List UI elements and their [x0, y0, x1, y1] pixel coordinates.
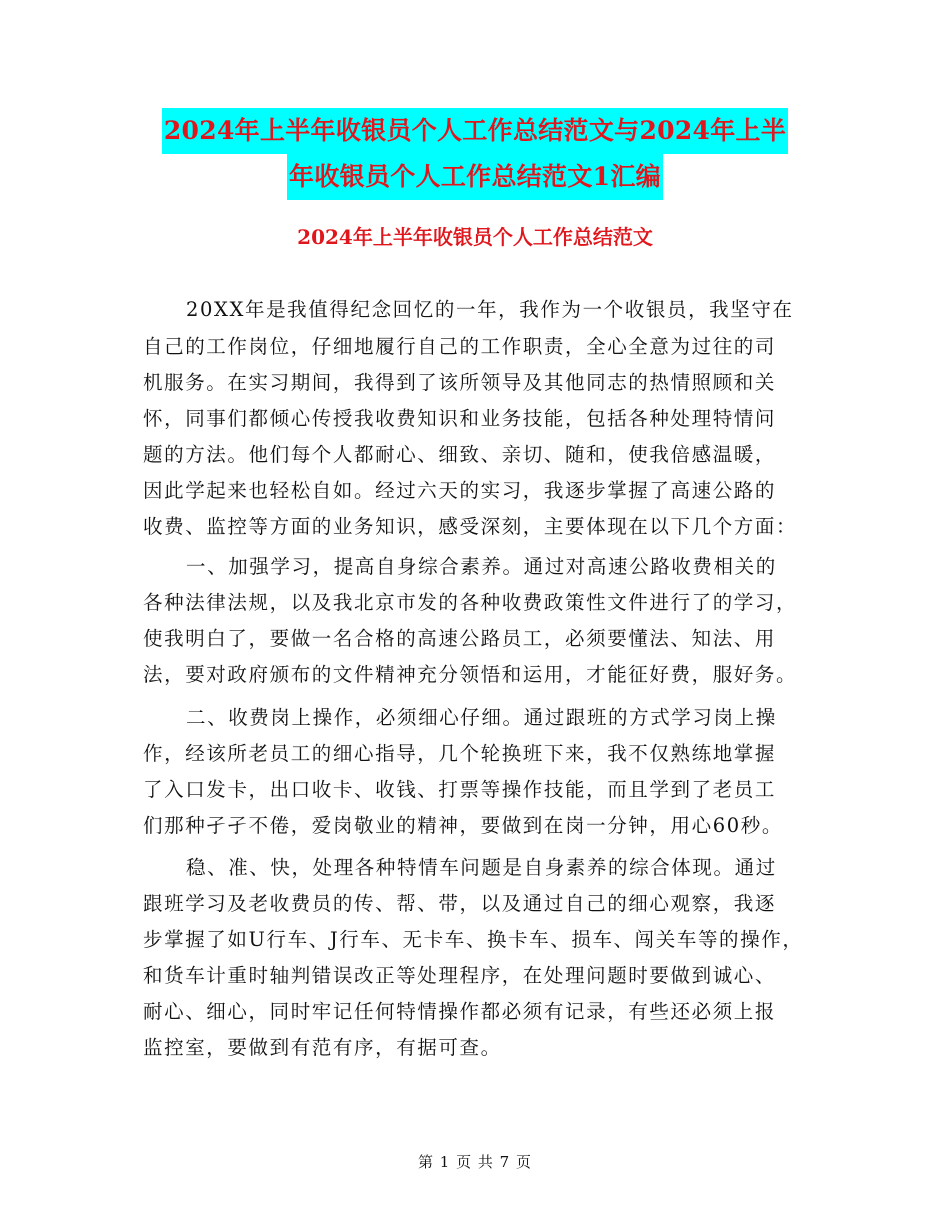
paragraph-line: 们那种孑孑不倦，爱岗敬业的精神，要做到在岗一分钟，用心60秒。: [143, 814, 783, 837]
paragraph-line: 耐心、细心，同时牢记任何特情操作都必须有记录，有些还必须上报: [143, 1000, 777, 1023]
paragraph-line: 和货车计重时轴判错误改正等处理程序，在处理问题时要做到诚心、: [143, 964, 777, 987]
paragraph-line: 机服务。在实习期间，我得到了该所领导及其他同志的热情照顾和关: [143, 371, 777, 394]
page-number-footer: 第 1 页 共 7 页: [418, 1153, 532, 1171]
paragraph-line: 了入口发卡，出口收卡、收钱、打票等操作技能，而且学到了老员工: [143, 778, 777, 801]
document-title: [0, 108, 950, 200]
paragraph-line: 作，经该所老员工的细心指导，几个轮换班下来，我不仅熟练地掌握: [143, 742, 777, 765]
paragraph-line: 二、收费岗上操作，必须细心仔细。通过跟班的方式学习岗上操: [186, 706, 777, 729]
title-line-1: 2024年上半年收银员个人工作总结范文与2024年上半: [162, 108, 788, 154]
title-line-2: 年收银员个人工作总结范文1汇编: [287, 154, 663, 200]
paragraph-line: 收费、监控等方面的业务知识，感受深刻，主要体现在以下几个方面：: [143, 515, 798, 538]
paragraph-line: 一、加强学习，提高自身综合素养。通过对高速公路收费相关的: [186, 555, 777, 578]
paragraph-line: 20XX年是我值得纪念回忆的一年，我作为一个收银员，我坚守在: [186, 298, 794, 321]
section-heading: 2024年上半年收银员个人工作总结范文: [297, 225, 653, 249]
paragraph-line: 监控室，要做到有范有序，有据可查。: [143, 1036, 502, 1059]
paragraph-line: 步掌握了如U行车、J行车、无卡车、换卡车、损车、闯关车等的操作，: [143, 928, 804, 951]
paragraph-line: 怀，同事们都倾心传授我收费知识和业务技能，包括各种处理特情问: [143, 407, 777, 430]
paragraph-line: 因此学起来也轻松自如。经过六天的实习，我逐步掌握了高速公路的: [143, 479, 777, 502]
paragraph-line: 题的方法。他们每个人都耐心、细致、亲切、随和，使我倍感温暖，: [143, 443, 777, 466]
paragraph-line: 法，要对政府颁布的文件精神充分领悟和运用，才能征好费，服好务。: [143, 663, 798, 686]
paragraph-line: 跟班学习及老收费员的传、帮、带，以及通过自己的细心观察，我逐: [143, 892, 777, 915]
paragraph-line: 各种法律法规，以及我北京市发的各种收费政策性文件进行了的学习，: [143, 591, 798, 614]
paragraph-line: 自己的工作岗位，仔细地履行自己的工作职责，全心全意为过往的司: [143, 335, 777, 358]
paragraph-line: 使我明白了，要做一名合格的高速公路员工，必须要懂法、知法、用: [143, 627, 777, 650]
paragraph-line: 稳、准、快，处理各种特情车问题是自身素养的综合体现。通过: [186, 856, 777, 879]
